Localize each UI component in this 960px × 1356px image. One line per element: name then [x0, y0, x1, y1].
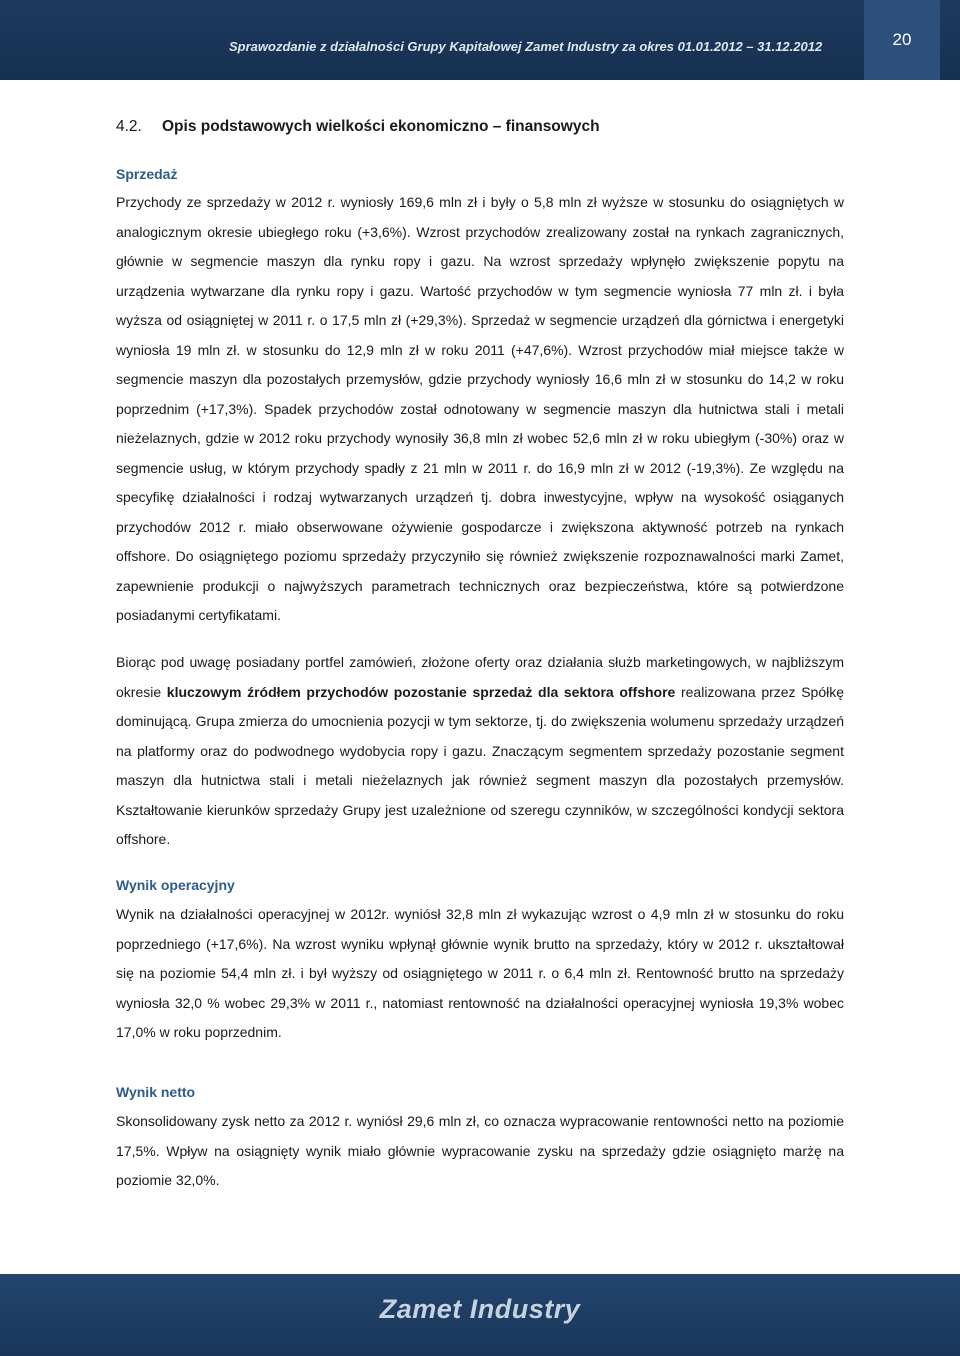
- subheading-wynik-operacyjny: Wynik operacyjny: [116, 877, 235, 893]
- section-title: Opis podstawowych wielkości ekonomiczno – finansowych: [162, 118, 600, 135]
- paragraph-sprzedaz-1: Przychody ze sprzedaży w 2012 r. wyniosły 169,6 mln zł i były o 5,8 mln zł wyższe w stosunku do osiągniętych w analogicznym okresie ubiegłego roku (+3,6%). Wzrost przychodów zrealizowany został na rynkach zagranicznych, głównie w segmencie maszyn dla rynku ropy i gazu. Na wzrost sprzedaży wpłynęło zwiększenie popytu na urządzenia wytwarzane dla rynku ropy i gazu. Wartość przychodów w tym segmencie wyniosła 77 mln zł. i była wyższa od osiągniętej w 2011 r. o 17,5 mln zł (+29,3%). Sprzedaż w segmencie urządzeń dla górnictwa i energetyki wyniosła 19 mln zł. w stosunku do 12,9 mln zł w roku 2011 (+47,6%). Wzrost przychodów miał miejsce także w segmencie maszyn dla pozostałych przemysłów, gdzie przychody wyniosły 16,6 mln zł w stosunku do 14,2 w roku poprzednim (+17,3%). Spadek przychodów został odnotowany w segmencie maszyn dla hutnictwa stali i metali nieżelaznych, gdzie w 2012 roku przychody wynosiły 36,8 mln zł wobec 52,6 mln zł w roku ubiegłym (-30%) oraz w segmencie usług, w którym przychody spadły z 21 mln w 2011 r. do 16,9 mln zł w 2012 (-19,3%). Ze względu na specyfikę działalności i rodzaj wytwarzanych urządzeń tj. dobra inwestycyjne, wpływ na wysokość osiąganych przychodów 2012 r. miało obserwowane ożywienie gospodarcze i zwiększona aktywność potrzeb na rynkach offshore. Do osiągniętego poziomu sprzedaży przyczyniło się również zwiększenie rozpoznawalności marki Zamet, zapewnienie produkcji o najwyższych parametrach technicznych oraz bezpieczeństwa, które są potwierdzone posiadanymi certyfikatami.: [116, 194, 844, 623]
- subheading-wynik-netto: Wynik netto: [116, 1084, 196, 1100]
- paragraph-emphasis: kluczowym źródłem przychodów pozostanie sprzedaż dla sektora offshore: [166, 683, 676, 700]
- subheading-sprzedaz: Sprzedaż: [116, 166, 178, 182]
- page-footer: [0, 1274, 960, 1356]
- page-number-tab: [864, 0, 940, 80]
- paragraph-text: Biorąc pod uwagę posiadany portfel zamówień, złożone oferty oraz działania służb marketingowych, w najbliższym okresie: [116, 654, 844, 700]
- section-heading: [116, 118, 600, 136]
- section-number: 4.2.: [116, 118, 142, 135]
- paragraph-text: realizowana przez Spółkę dominującą. Grupa zmierza do umocnienia pozycji w tym sektorze, tj. do zwiększenia wolumenu sprzedaży urządzeń na platformy oraz do podwodnego wydobycia ropy i gazu. Znaczącym segmentem sprzedaży pozostanie segment maszyn dla hutnictwa stali i metali nieżelaznych jak również segment maszyn dla pozostałych przemysłów. Kształtowanie kierunków sprzedaży Grupy jest uzależnione od szeregu czynników, w szczególności kondycji sektora offshore.: [116, 683, 845, 847]
- report-title: Sprawozdanie z działalności Grupy Kapitałowej Zamet Industry za okres 01.01.2012 – 31.12.2012: [229, 39, 823, 54]
- company-logo: Zamet Industry: [379, 1294, 581, 1324]
- paragraph-sprzedaz-2: [116, 648, 844, 855]
- paragraph-wynik-netto: Skonsolidowany zysk netto za 2012 r. wyniósł 29,6 mln zł, co oznacza wypracowanie rentowności netto na poziomie 17,5%. Wpływ na osiągnięty wynik miało głównie wypracowanie zysku na sprzedaży gdzie osiągnięto marżę na poziomie 32,0%.: [116, 1113, 844, 1188]
- page-number: 20: [892, 30, 912, 49]
- page-header: [0, 0, 960, 80]
- paragraph-wynik-operacyjny: Wynik na działalności operacyjnej w 2012r. wyniósł 32,8 mln zł wykazując wzrost o 4,9 mln zł w stosunku do roku poprzedniego (+17,6%). Na wzrost wyniku wpłynął głównie wynik brutto na sprzedaży, który w 2012 r. ukształtował się na poziomie 54,4 mln zł. i był wyższy od osiągniętego w 2011 r. o 6,4 mln zł. Rentowność brutto na sprzedaży wyniosła 32,0 % wobec 29,3% w 2011 r., natomiast rentowność na działalności operacyjnej wyniosła 19,3% wobec 17,0% w roku poprzednim.: [116, 906, 844, 1040]
